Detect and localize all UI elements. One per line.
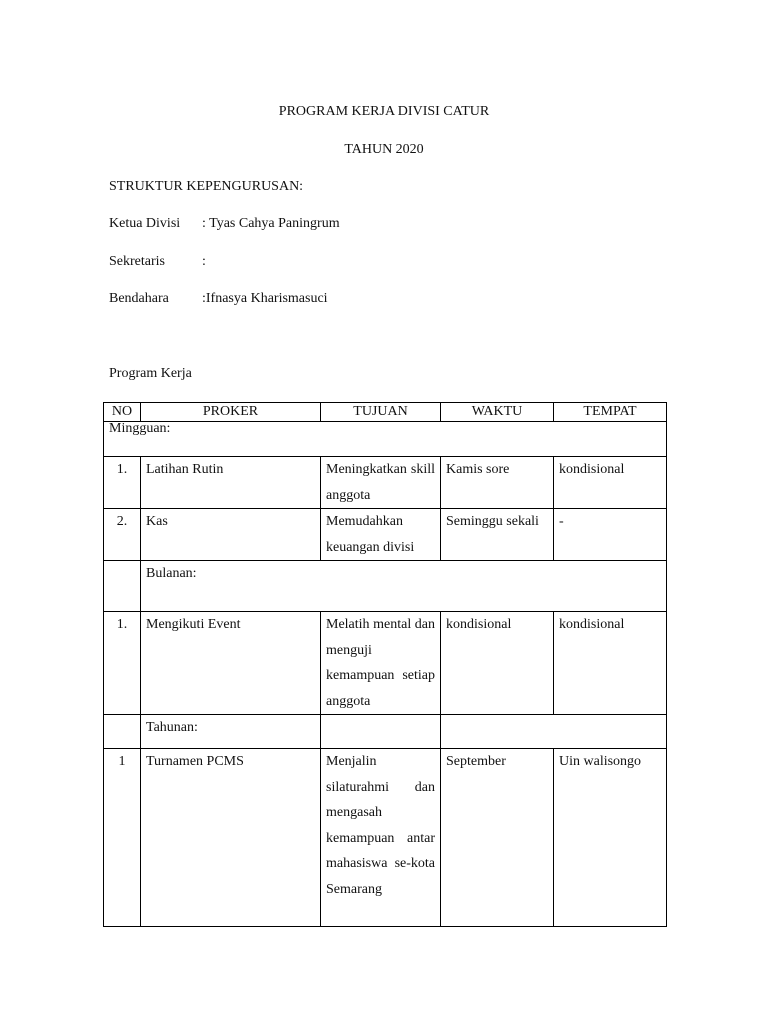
officer-role-chair: Ketua Divisi xyxy=(109,216,181,231)
header-tempat: TEMPAT xyxy=(554,403,667,422)
cell-proker: Kas xyxy=(141,509,321,561)
officer-value-treasurer: :Ifnasya Kharismasuci xyxy=(202,291,328,306)
program-heading: Program Kerja xyxy=(109,366,192,381)
document-year: TAHUN 2020 xyxy=(344,142,424,157)
header-no: NO xyxy=(104,403,141,422)
section-row-yearly xyxy=(104,715,667,749)
cell-tujuan: Meningkatkan skill anggota xyxy=(321,457,441,509)
cell-no: 1 xyxy=(104,749,141,927)
cell-proker: Turnamen PCMS xyxy=(141,749,321,927)
empty-cell xyxy=(104,715,141,749)
table-header-row xyxy=(104,403,667,422)
cell-waktu: Seminggu sekali xyxy=(441,509,554,561)
table-row xyxy=(104,457,667,509)
cell-tujuan: Menjalin silaturahmi dan mengasah kemampuan antar mahasiswa se-kota Semarang xyxy=(321,749,441,927)
table-row xyxy=(104,749,667,927)
header-proker: PROKER xyxy=(141,403,321,422)
section-label-weekly: Mingguan: xyxy=(104,422,667,457)
officer-value-chair: : Tyas Cahya Paningrum xyxy=(202,216,340,231)
officer-role-treasurer: Bendahara xyxy=(109,291,169,306)
cell-no: 1. xyxy=(104,612,141,715)
officer-value-secretary: : xyxy=(202,254,206,269)
cell-waktu: September xyxy=(441,749,554,927)
cell-no: 1. xyxy=(104,457,141,509)
table-row xyxy=(104,509,667,561)
empty-cell xyxy=(441,715,667,749)
header-waktu: WAKTU xyxy=(441,403,554,422)
cell-proker: Latihan Rutin xyxy=(141,457,321,509)
section-row-weekly xyxy=(104,422,667,457)
table-row xyxy=(104,612,667,715)
cell-tempat: kondisional xyxy=(554,457,667,509)
program-table xyxy=(103,402,667,927)
cell-tempat: Uin walisongo xyxy=(554,749,667,927)
cell-proker: Mengikuti Event xyxy=(141,612,321,715)
cell-no: 2. xyxy=(104,509,141,561)
section-row-monthly xyxy=(104,561,667,612)
cell-waktu: kondisional xyxy=(441,612,554,715)
document-title: PROGRAM KERJA DIVISI CATUR xyxy=(278,104,490,119)
cell-waktu: Kamis sore xyxy=(441,457,554,509)
cell-tujuan: Memudahkan keuangan divisi xyxy=(321,509,441,561)
empty-cell xyxy=(321,715,441,749)
cell-tempat: kondisional xyxy=(554,612,667,715)
cell-tujuan: Melatih mental dan menguji kemampuan setiap anggota xyxy=(321,612,441,715)
header-tujuan: TUJUAN xyxy=(321,403,441,422)
officer-role-secretary: Sekretaris xyxy=(109,254,165,269)
cell-tempat: - xyxy=(554,509,667,561)
structure-heading: STRUKTUR KEPENGURUSAN: xyxy=(109,179,304,194)
empty-cell xyxy=(104,561,141,612)
section-label-yearly: Tahunan: xyxy=(141,715,321,749)
section-label-monthly: Bulanan: xyxy=(141,561,667,612)
